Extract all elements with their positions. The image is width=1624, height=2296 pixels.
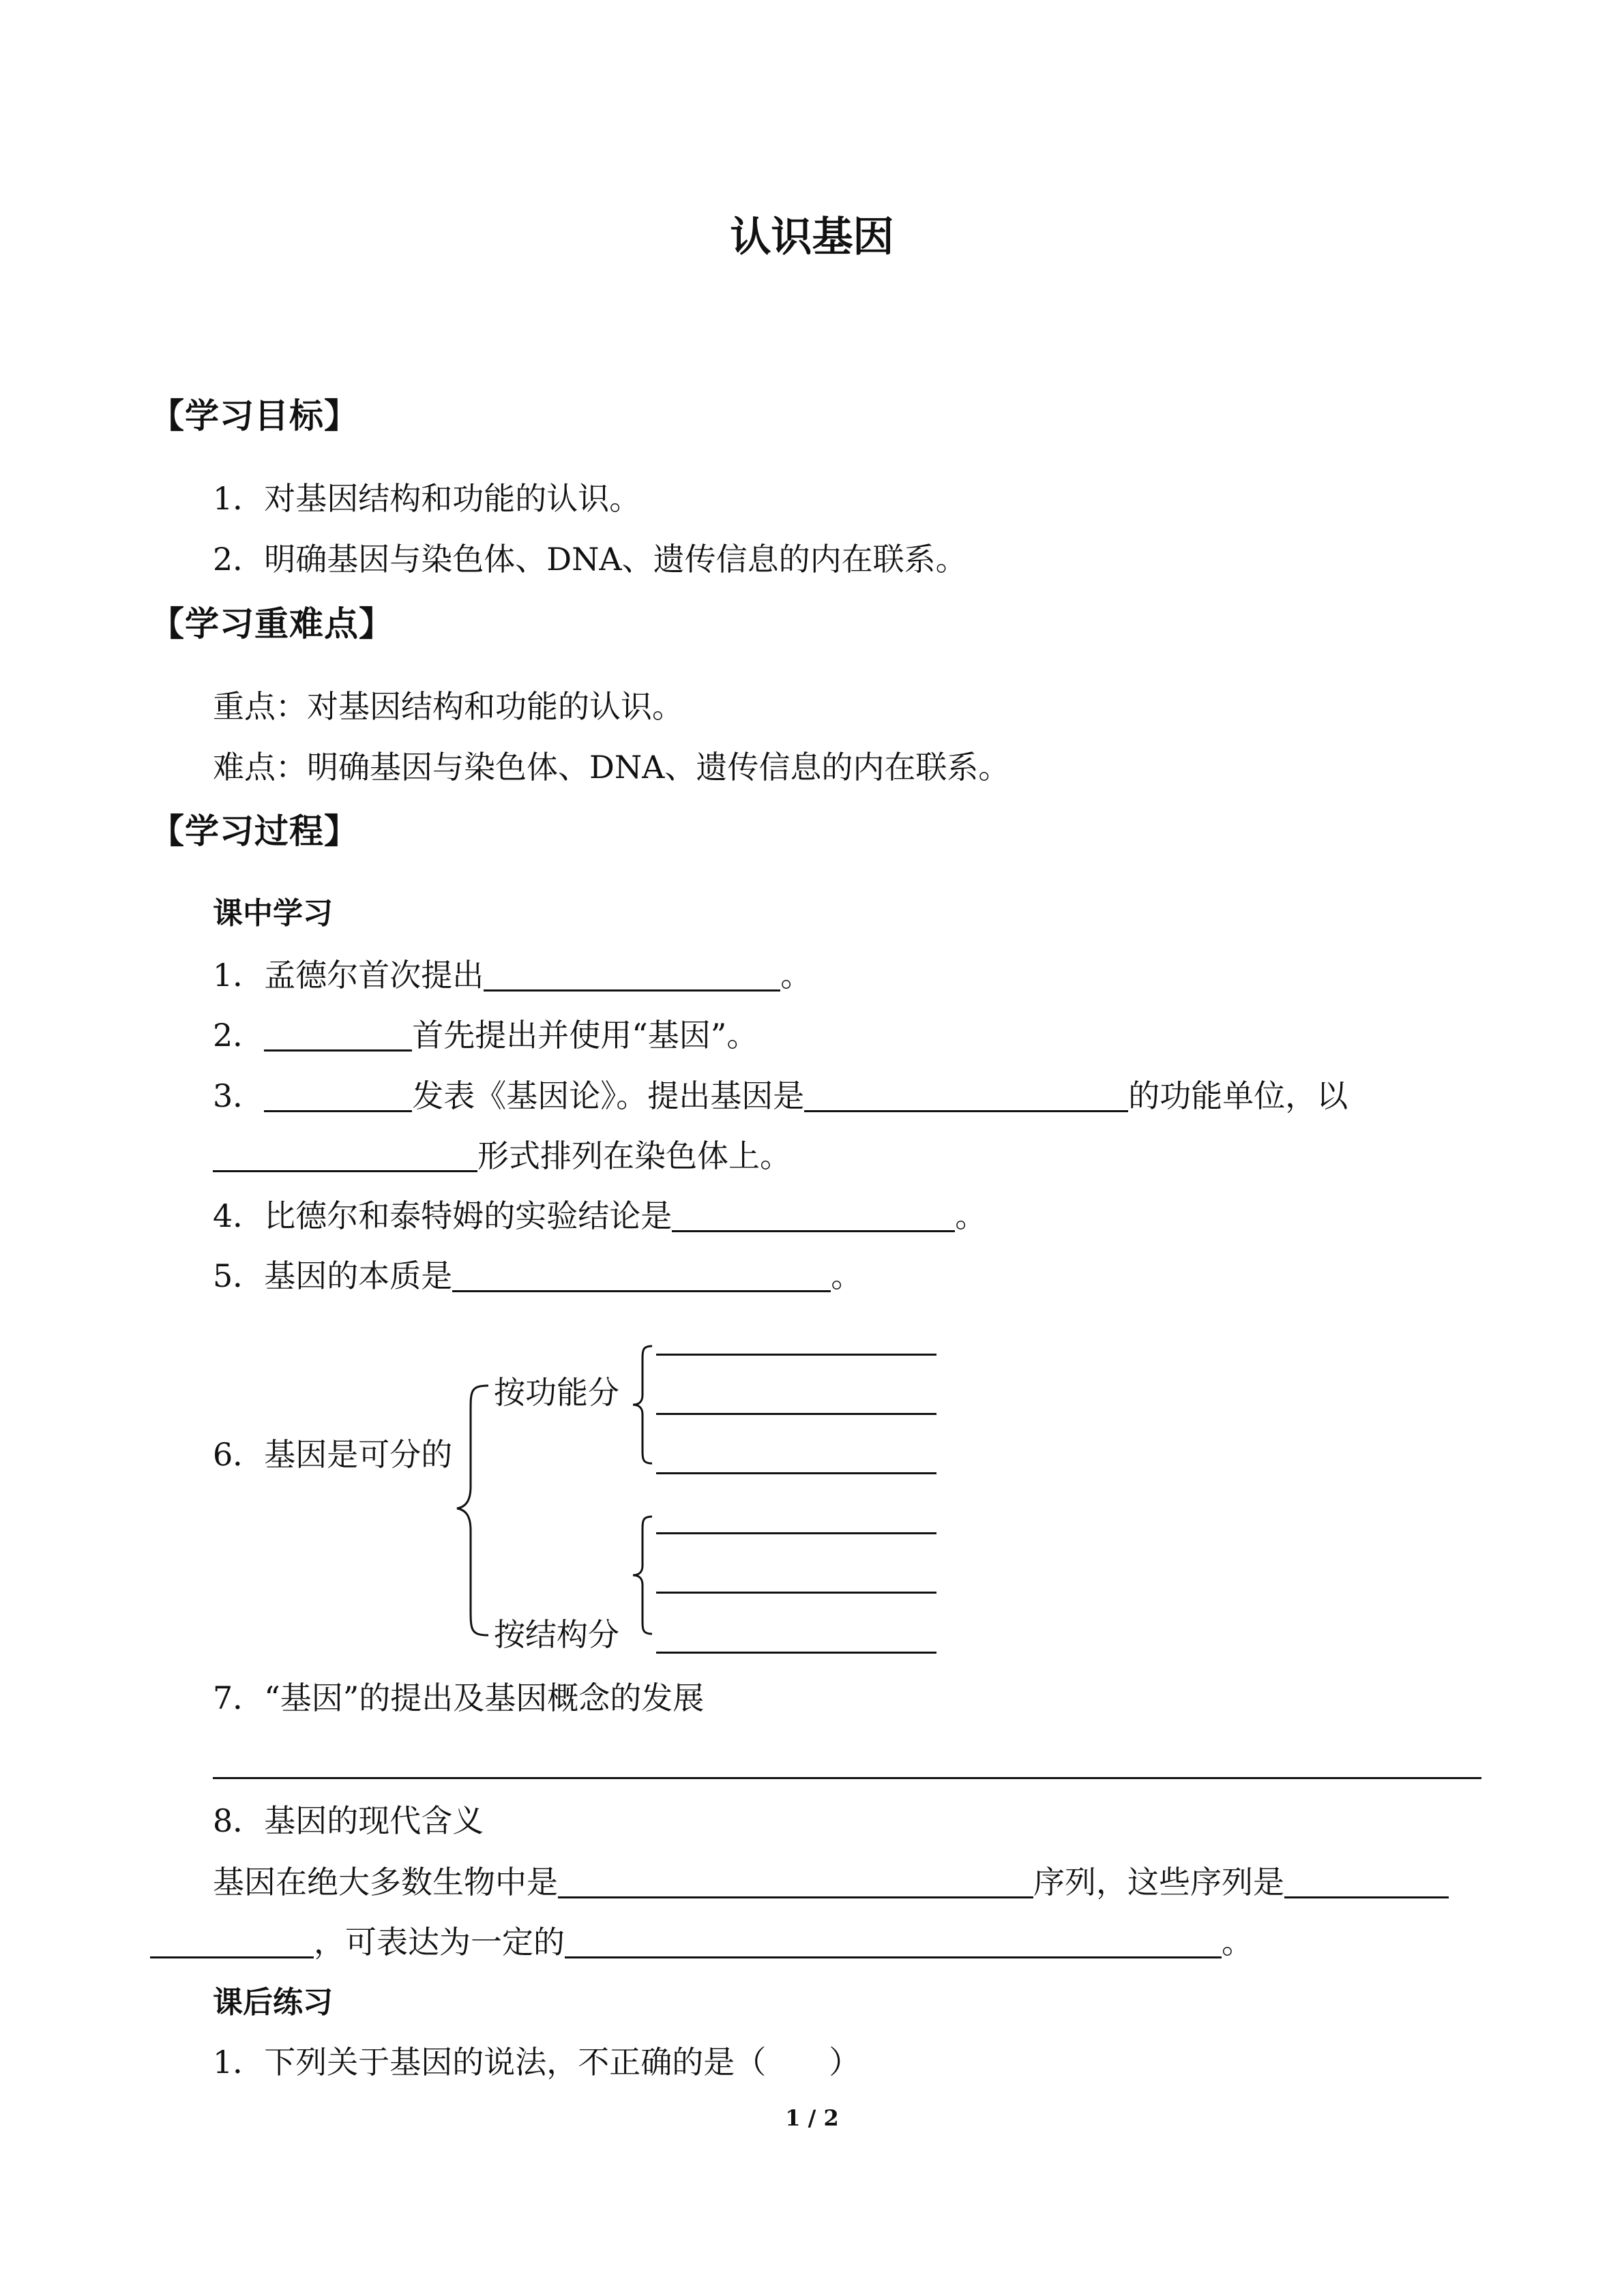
question-7-answer-line[interactable]: [213, 1777, 1481, 1779]
answer-blank[interactable]: [452, 1259, 831, 1292]
question-2-prefix: 2．: [213, 1017, 265, 1054]
question-8-line-2: [150, 1925, 1253, 1958]
question-3-line-2: [213, 1139, 791, 1172]
difficult-point: 难点：明确基因与染色体、DNA、遗传信息的内在联系。: [213, 749, 1010, 786]
key-point: 重点：对基因结构和功能的认识。: [213, 688, 683, 725]
question-2-suffix: 首先提出并使用“基因”。: [412, 1017, 758, 1054]
question-5-prefix: 5．基因的本质是: [213, 1257, 453, 1294]
question-8-line2-middle: ，可表达为一定的: [314, 1924, 565, 1960]
after-class-label: 课后练习: [213, 1985, 333, 2020]
by-function-label: 按功能分: [494, 1374, 619, 1411]
answer-blank[interactable]: [558, 1865, 1033, 1898]
question-3: [213, 1079, 1348, 1112]
question-2: [213, 1018, 758, 1052]
question-4: [213, 1199, 986, 1232]
answer-blank[interactable]: [264, 1079, 412, 1112]
question-3-prefix: 3．: [213, 1077, 265, 1114]
answer-blank[interactable]: [1284, 1865, 1449, 1898]
page-title: 认识基因: [730, 213, 894, 261]
structure-brace-icon: [632, 1515, 655, 1635]
answer-blank[interactable]: [213, 1139, 477, 1172]
section-heading-objectives: 【学习目标】: [150, 396, 359, 436]
answer-blank[interactable]: [672, 1199, 955, 1232]
page-number: 1 / 2: [785, 2105, 839, 2131]
answer-blank[interactable]: [804, 1079, 1128, 1112]
in-class-label: 课中学习: [213, 896, 333, 931]
question-5: [213, 1259, 862, 1292]
exercise-question-1: 1．下列关于基因的说法，不正确的是（ ）: [213, 2044, 861, 2081]
question-5-suffix: 。: [831, 1257, 863, 1294]
question-8-label: 8．基因的现代含义: [213, 1802, 484, 1839]
answer-blank[interactable]: [264, 1018, 412, 1052]
question-7-label: 7．“基因”的提出及基因概念的发展: [213, 1680, 705, 1716]
answer-blank[interactable]: [565, 1925, 1222, 1958]
question-8-line1-middle: 序列，这些序列是: [1033, 1864, 1284, 1900]
structure-blank-1[interactable]: [656, 1532, 936, 1534]
objective-item-2: 2．明确基因与染色体、DNA、遗传信息的内在联系。: [213, 541, 967, 578]
question-3-suffix: 的功能单位，以: [1128, 1077, 1348, 1114]
section-heading-key-points: 【学习重难点】: [150, 604, 394, 644]
structure-blank-3[interactable]: [656, 1652, 936, 1654]
function-blank-3[interactable]: [656, 1472, 936, 1474]
structure-blank-2[interactable]: [656, 1592, 936, 1594]
question-3-middle: 发表《基因论》。提出基因是: [412, 1077, 805, 1114]
function-blank-1[interactable]: [656, 1354, 936, 1356]
question-4-suffix: 。: [955, 1197, 987, 1234]
main-brace-icon: [456, 1384, 497, 1637]
question-1: [213, 958, 812, 992]
answer-blank[interactable]: [484, 958, 780, 992]
question-4-prefix: 4．比德尔和泰特姆的实验结论是: [213, 1197, 673, 1234]
by-structure-label: 按结构分: [494, 1616, 619, 1653]
question-6-label: 6．基因是可分的: [213, 1436, 453, 1473]
function-blank-2[interactable]: [656, 1413, 936, 1415]
question-3-line2-text: 形式排列在染色体上。: [477, 1137, 791, 1174]
question-8-line-1: [213, 1865, 1449, 1898]
question-8-line2-suffix: 。: [1222, 1924, 1253, 1960]
objective-item-1: 1．对基因结构和功能的认识。: [213, 480, 641, 517]
question-8-line1-prefix: 基因在绝大多数生物中是: [213, 1864, 558, 1900]
function-brace-icon: [632, 1345, 655, 1465]
section-heading-process: 【学习过程】: [150, 811, 359, 851]
answer-blank[interactable]: [150, 1925, 314, 1958]
question-1-suffix: 。: [780, 957, 812, 994]
question-1-prefix: 1．孟德尔首次提出: [213, 957, 484, 994]
